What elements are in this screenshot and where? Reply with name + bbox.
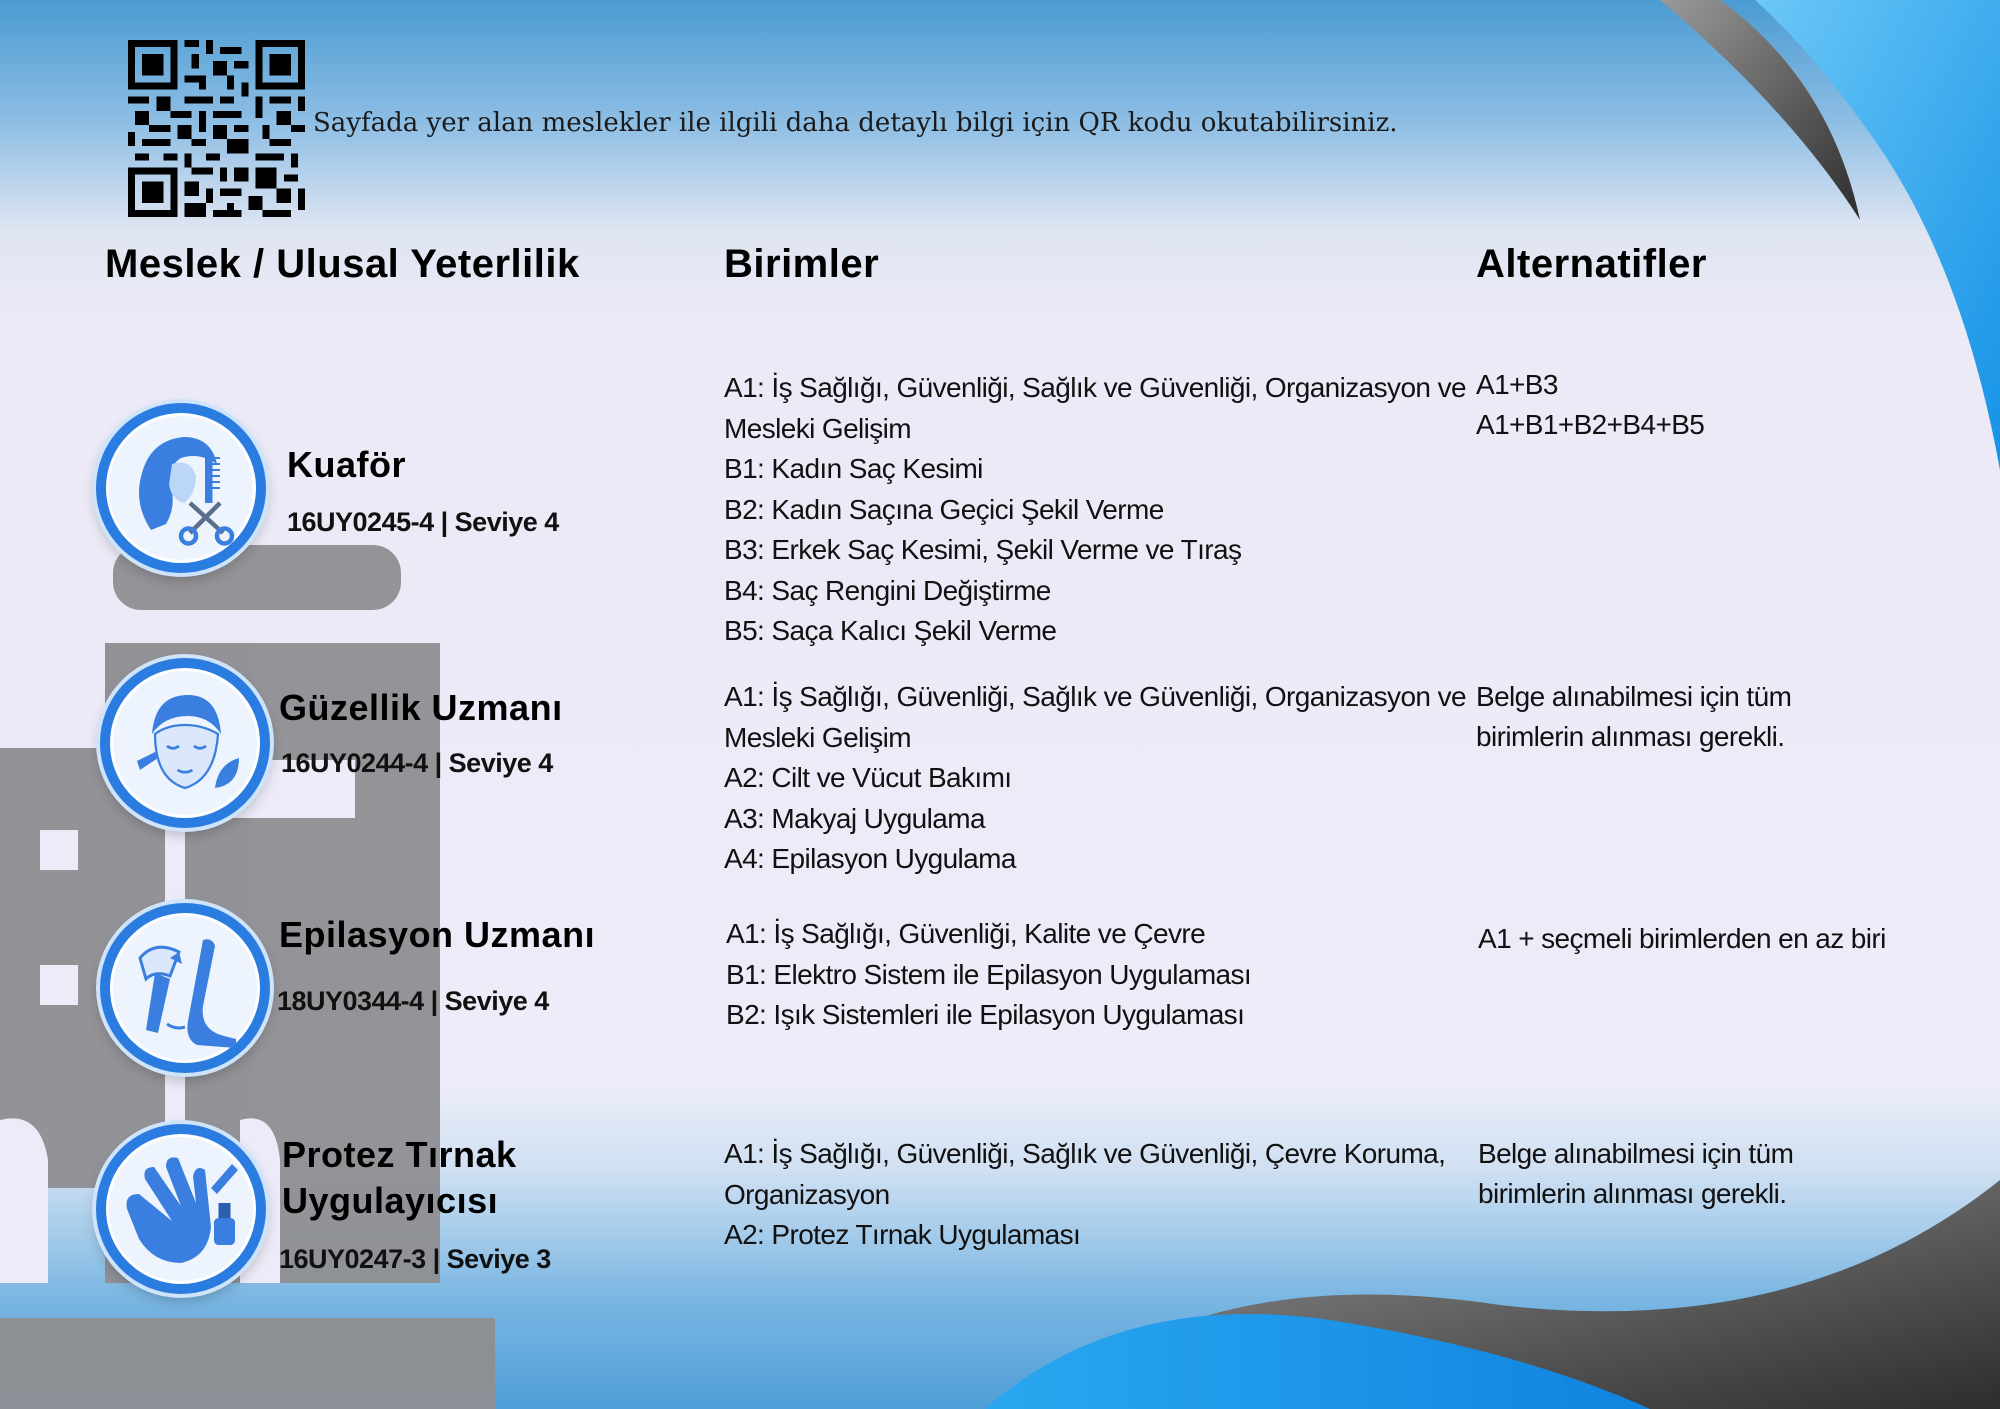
epilation-device-icon [100, 903, 270, 1073]
alternative-item: Belge alınabilmesi için tüm [1478, 1138, 1794, 1169]
qr-code-icon[interactable] [128, 40, 305, 217]
profession-name-line: Uygulayıcısı [282, 1180, 499, 1221]
alternative-item: birimlerin alınması gerekli. [1478, 1178, 1787, 1209]
alternatives-epilasyon-uzmani [1478, 919, 1898, 959]
unit-item: B5: Saça Kalıcı Şekil Verme [724, 615, 1057, 646]
alternatives-guzellik-uzmani [1476, 677, 1896, 757]
unit-item: Mesleki Gelişim [724, 412, 912, 444]
unit-item: B1: Elektro Sistem ile Epilasyon Uygulaması [726, 958, 1252, 990]
profession-code-kuafor: 16UY0245-4 | Seviye 4 [287, 507, 559, 537]
units-list-protez-tirnak-uygulayicisi [724, 1134, 1444, 1256]
unit-item: A2: Cilt ve Vücut Bakımı [724, 762, 1012, 793]
column-header-alternatives: Alternatifler [1476, 242, 1707, 286]
units-list-epilasyon-uzmani [726, 914, 1446, 1036]
alternative-item: A1 + seçmeli birimlerden en az biri [1478, 923, 1886, 954]
hairdresser-icon [96, 403, 266, 573]
qr-caption: Sayfada yer alan meslekler ile ilgili daha detaylı bilgi için QR kodu okutabilirsiniz. [313, 108, 1398, 138]
unit-item: A1: İş Sağlığı, Güvenliği, Sağlık ve Güvenliği, Çevre Koruma, [724, 1138, 1446, 1169]
unit-item: A3: Makyaj Uygulama [724, 802, 985, 834]
profession-name-protez-tirnak-uygulayicisi [282, 1132, 517, 1224]
profession-name-guzellik-uzmani: Güzellik Uzmanı [279, 687, 563, 728]
unit-item: Mesleki Gelişim [724, 721, 912, 753]
unit-item: B1: Kadın Saç Kesimi [724, 453, 983, 484]
alternatives-kuafor [1476, 365, 1896, 445]
unit-item: B3: Erkek Saç Kesimi, Şekil Verme ve Tıraş [724, 534, 1242, 565]
profession-code-protez-tirnak-uygulayicisi: 16UY0247-3 | Seviye 3 [279, 1244, 551, 1274]
profession-code-guzellik-uzmani: 16UY0244-4 | Seviye 4 [281, 748, 553, 778]
alternatives-protez-tirnak-uygulayicisi [1478, 1134, 1898, 1214]
unit-item: B4: Saç Rengini Değiştirme [724, 574, 1051, 606]
unit-item: A1: İş Sağlığı, Güvenliği, Sağlık ve Güvenliği, Organizasyon ve [724, 681, 1466, 712]
profession-name-kuafor: Kuaför [287, 444, 406, 485]
unit-item: A1: İş Sağlığı, Güvenliği, Kalite ve Çevre [726, 918, 1206, 949]
units-list-guzellik-uzmani [724, 677, 1466, 880]
alternative-item: A1+B3 [1476, 369, 1558, 400]
alternative-item: A1+B1+B2+B4+B5 [1476, 409, 1705, 440]
profession-code-epilasyon-uzmani: 18UY0344-4 | Seviye 4 [277, 986, 549, 1016]
unit-item: A4: Epilasyon Uygulama [724, 843, 1016, 874]
column-header-units: Birimler [724, 242, 880, 286]
unit-item: Organizasyon [724, 1178, 890, 1210]
beauty-specialist-icon [100, 658, 270, 828]
unit-item: A1: İş Sağlığı, Güvenliği, Sağlık ve Güvenliği, Organizasyon ve [724, 372, 1466, 403]
profession-name-epilasyon-uzmani: Epilasyon Uzmanı [279, 914, 596, 955]
alternative-item: Belge alınabilmesi için tüm [1476, 681, 1792, 712]
alternative-item: birimlerin alınması gerekli. [1476, 721, 1785, 752]
profession-name-line: Protez Tırnak [282, 1134, 517, 1175]
unit-item: A2: Protez Tırnak Uygulaması [724, 1219, 1081, 1250]
unit-item: B2: Kadın Saçına Geçici Şekil Verme [724, 493, 1164, 525]
units-list-kuafor [724, 368, 1466, 652]
nail-polish-icon [96, 1124, 266, 1294]
unit-item: B2: Işık Sistemleri ile Epilasyon Uygulaması [726, 999, 1245, 1030]
column-header-profession: Meslek / Ulusal Yeterlilik [105, 242, 580, 286]
